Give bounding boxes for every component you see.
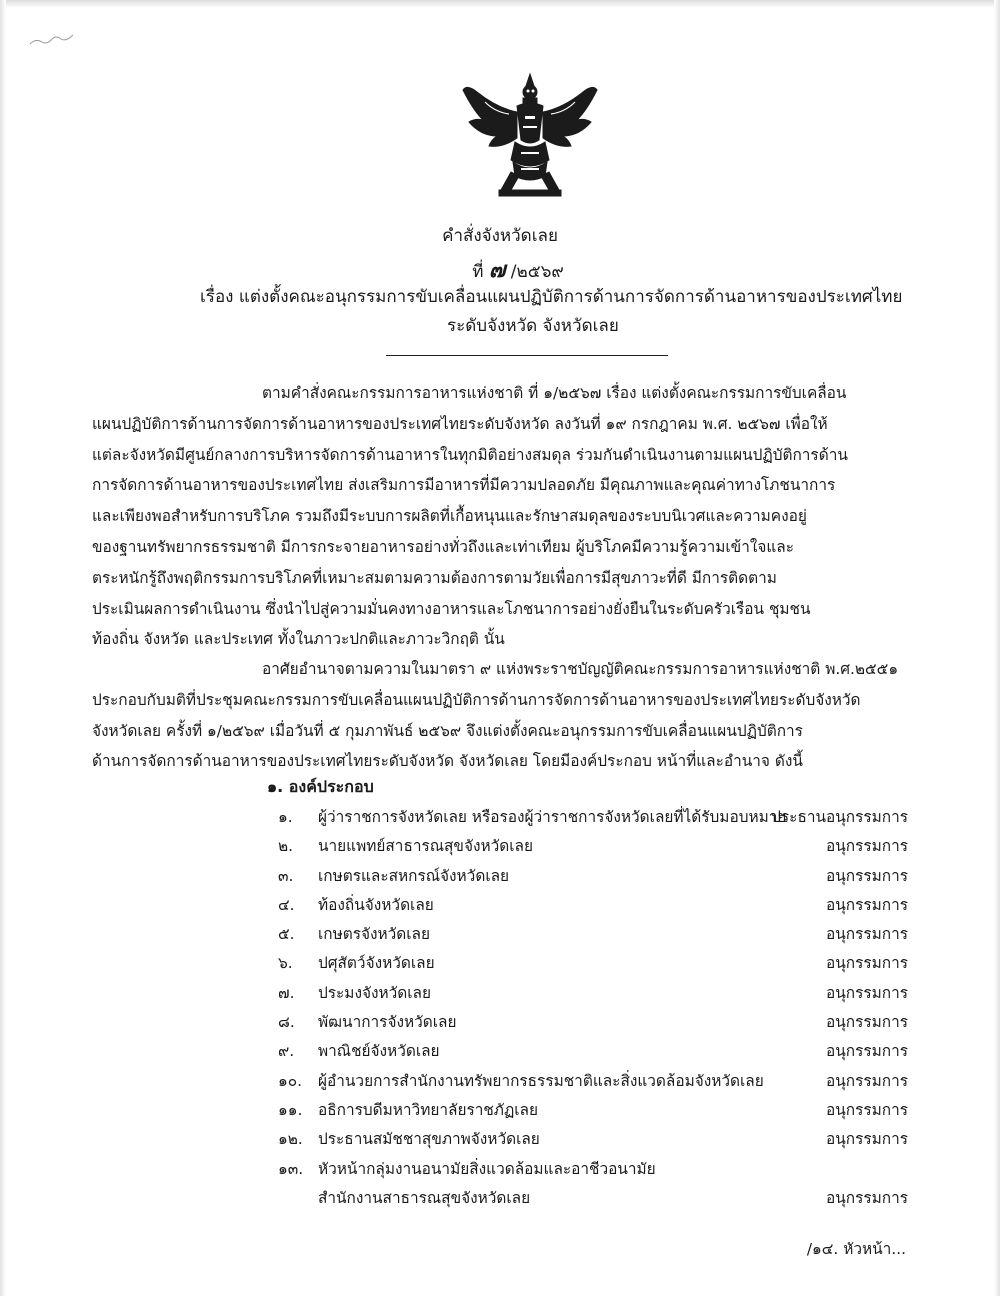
- member-number: ๙.: [278, 1042, 295, 1061]
- garuda-emblem-icon: [455, 72, 605, 202]
- member-number: ๕.: [278, 925, 295, 944]
- member-name: ประธานสมัชชาสุขภาพจังหวัดเลย: [318, 1130, 540, 1149]
- member-item: [278, 1037, 908, 1066]
- member-name: ท้องถิ่นจังหวัดเลย: [318, 895, 434, 914]
- subject-line-1: เรื่อง แต่งตั้งคณะอนุกรรมการขับเคลื่อนแผนปฏิบัติการด้านการจัดการด้านอาหารของประเทศไทย: [200, 287, 903, 307]
- member-number: ๑๒.: [278, 1130, 303, 1149]
- paragraph-line: ด้านการจัดการด้านอาหารของประเทศไทยระดับจังหวัด จังหวัดเลย โดยมีองค์ประกอบ หน้าที่และอำนาจ ดังนี้: [92, 752, 803, 771]
- member-number: ๑๓.: [278, 1159, 304, 1178]
- member-name: พาณิชย์จังหวัดเลย: [318, 1042, 440, 1061]
- order-title: คำสั่งจังหวัดเลย: [442, 226, 558, 246]
- member-role: อนุกรรมการ: [826, 954, 908, 973]
- paragraph-line: แต่ละจังหวัดมีศูนย์กลางการบริหารจัดการด้านอาหารในทุกมิติอย่างสมดุล ร่วมกันดำเนินงานตามแผนปฏิบัติการด้าน: [92, 445, 848, 464]
- member-name: เกษตรจังหวัดเลย: [318, 925, 431, 944]
- scan-shadow-right: [994, 0, 1000, 1296]
- member-role: อนุกรรมการ: [826, 1071, 908, 1090]
- paragraph-line: ตามคำสั่งคณะกรรมการอาหารแห่งชาติ ที่ ๑/๒๕๖๗ เรื่อง แต่งตั้งคณะกรรมการขับเคลื่อน: [262, 384, 847, 402]
- member-role: อนุกรรมการ: [826, 983, 908, 1002]
- next-page-marker: /๑๔. หัวหน้า...: [806, 1240, 906, 1258]
- member-item: [278, 1125, 908, 1154]
- member-name: ประมงจังหวัดเลย: [318, 983, 431, 1002]
- member-name: อธิการบดีมหาวิทยาลัยราชภัฏเลย: [318, 1100, 539, 1119]
- member-role: อนุกรรมการ: [826, 866, 908, 885]
- paragraph-line: การจัดการด้านอาหารของประเทศไทย ส่งเสริมการมีอาหารที่มีความปลอดภัย มีคุณภาพและคุณค่าทางโภชนาการ: [92, 476, 836, 495]
- member-role: อนุกรรมการ: [826, 895, 908, 914]
- order-year: /๒๕๖๙: [510, 262, 564, 282]
- title-divider: [386, 355, 668, 356]
- paragraph-authority: [92, 654, 904, 777]
- member-number: ๑๑.: [278, 1100, 303, 1119]
- pencil-mark-icon: [28, 30, 78, 50]
- member-name: ปศุสัตว์จังหวัดเลย: [318, 954, 435, 973]
- order-number-prefix: ที่: [472, 262, 484, 282]
- paragraph-line: ตระหนักรู้ถึงพฤติกรรมการบริโภคที่เหมาะสมตามความต้องการตามวัยเพื่อการมีสุขภาวะที่ดี มีการติดตาม: [92, 568, 777, 587]
- member-role: อนุกรรมการ: [826, 1042, 908, 1061]
- member-number: ๘.: [278, 1013, 295, 1032]
- member-number: ๖.: [278, 954, 293, 973]
- member-number: ๑.: [278, 808, 293, 826]
- member-role: อนุกรรมการ: [826, 925, 908, 944]
- member-name: ผู้อำนวยการสำนักงานทรัพยากรธรรมชาติและสิ่งแวดล้อมจังหวัดเลย: [318, 1071, 764, 1090]
- member-role: อนุกรรมการ: [826, 1013, 908, 1032]
- member-item: [278, 979, 908, 1008]
- paragraph-line: ประเมินผลการดำเนินงาน ซึ่งนำไปสู่ความมั่นคงทางอาหารและโภชนาการอย่างยั่งยืนในระดับครัวเรือน ชุมชน: [92, 599, 811, 618]
- member-name: นายแพทย์สาธารณสุขจังหวัดเลย: [318, 837, 533, 856]
- member-role: อนุกรรมการ: [826, 1130, 908, 1149]
- subject-line-2: ระดับจังหวัด จังหวัดเลย: [447, 316, 619, 336]
- member-role: อนุกรรมการ: [826, 837, 908, 856]
- member-name: หัวหน้ากลุ่มงานอนามัยสิ่งแวดล้อมและอาชีวอนามัย: [318, 1159, 656, 1178]
- member-item: [278, 803, 908, 832]
- member-number: ๓.: [278, 866, 294, 885]
- member-list: [278, 803, 908, 1213]
- scan-shadow-left: [0, 0, 6, 1296]
- order-number-line: [18, 252, 1000, 287]
- member-name: เกษตรและสหกรณ์จังหวัดเลย: [318, 866, 510, 885]
- member-number: ๑๐.: [278, 1071, 303, 1090]
- member-item: [278, 1096, 908, 1125]
- paragraph-preamble: [92, 378, 904, 655]
- paragraph-line: ของฐานทรัพยากรธรรมชาติ มีการกระจายอาหารอย่างทั่วถึงและเท่าเทียม ผู้บริโภคมีความรู้ความเข้าใจและ: [92, 537, 794, 556]
- member-item: [278, 949, 908, 978]
- paragraph-line: ประกอบกับมติที่ประชุมคณะกรรมการขับเคลื่อนแผนปฏิบัติการด้านการจัดการด้านอาหารของประเทศไทยระดับจังหวัด: [92, 690, 861, 709]
- paragraph-line: อาศัยอำนาจตามความในมาตรา ๙ แห่งพระราชบัญญัติคณะกรรมการอาหารแห่งชาติ พ.ศ.๒๕๕๑: [262, 660, 899, 678]
- member-item: [278, 862, 908, 891]
- paragraph-line: แผนปฏิบัติการด้านการจัดการด้านอาหารของประเทศไทยระดับจังหวัด ลงวันที่ ๑๙ กรกฎาคม พ.ศ. ๒๕๖๗ เพื่อให้: [92, 414, 828, 433]
- member-number: ๗.: [278, 983, 295, 1002]
- member-name: ผู้ว่าราชการจังหวัดเลย หรือรองผู้ว่าราชการจังหวัดเลยที่ได้รับมอบหมาย: [318, 808, 787, 826]
- member-role: อนุกรรมการ: [826, 1188, 908, 1207]
- paragraph-line: จังหวัดเลย ครั้งที่ ๑/๒๕๖๙ เมื่อวันที่ ๕ กุมภาพันธ์ ๒๕๖๙ จึงแต่งตั้งคณะอนุกรรมการขับเคลื่อนแผนปฏิบัติการ: [92, 721, 803, 740]
- order-number-handwritten: ๗: [488, 257, 506, 283]
- member-item: [278, 891, 908, 920]
- member-item: [278, 1067, 908, 1096]
- member-name-line-2: สำนักงานสาธารณสุขจังหวัดเลย: [318, 1188, 531, 1207]
- section-heading-composition: ๑. องค์ประกอบ: [267, 777, 374, 796]
- member-item: [278, 1008, 908, 1037]
- member-number: ๔.: [278, 895, 295, 914]
- paragraph-line: และเพียงพอสำหรับการบริโภค รวมถึงมีระบบการผลิตที่เกื้อหนุนและรักษาสมดุลของระบบนิเวศและความคงอยู่: [92, 507, 807, 526]
- member-role: อนุกรรมการ: [826, 1100, 908, 1119]
- scan-shadow-top: [0, 0, 1000, 8]
- member-item: [278, 1155, 908, 1214]
- member-name: พัฒนาการจังหวัดเลย: [318, 1013, 457, 1032]
- member-number: ๒.: [278, 837, 294, 856]
- member-item: [278, 832, 908, 861]
- member-item: [278, 920, 908, 949]
- member-role: ประธานอนุกรรมการ: [771, 808, 908, 826]
- paragraph-line: ท้องถิ่น จังหวัด และประเทศ ทั้งในภาวะปกติและภาวะวิกฤติ นั้น: [92, 630, 505, 649]
- order-subject: [200, 283, 920, 341]
